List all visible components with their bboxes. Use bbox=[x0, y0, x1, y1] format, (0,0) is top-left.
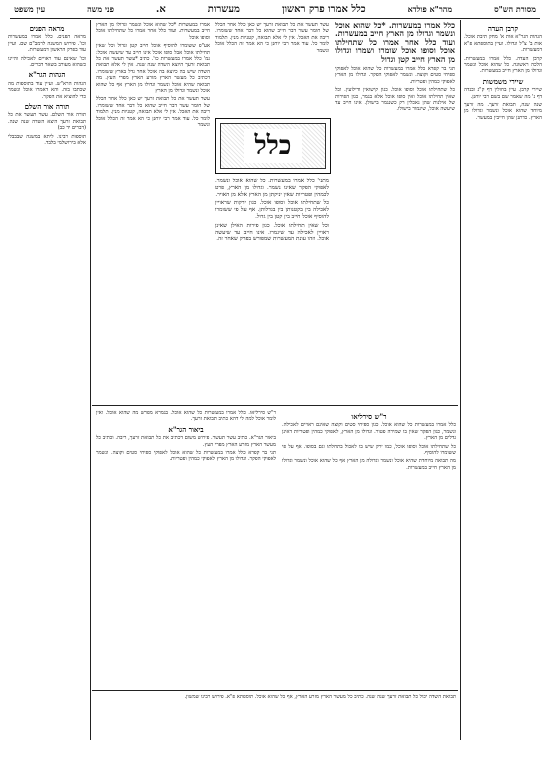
central-text-2: כל שתחילתו אוכל וסופו אוכל. כגון ירקות שראויין לאכילה בין בקטנותן בין בגדלותן. אף על פי ששומרו להוסיף אוכל חייב בין קטן בין גדול. bbox=[215, 200, 329, 220]
opening-word-ornament bbox=[220, 123, 326, 169]
page-header bbox=[14, 2, 536, 16]
main-right-text-3: כל שתחילתו אוכל וסופו אוכל. כגון קישואין ודילועין. וכל שאין תחילתו אוכל ואין סופו אוכל אלא בגמר, כגון הפירות של אילנות שהן נאכלין רק כשנגמר בישולן. אינו חייב עד שיעשה אוכל, שיגמור בישולו. bbox=[335, 87, 455, 113]
outer-right-text-3: שיירי קרבן. עיין בחולין דף ק"ג ובנדה דף נ' מה שאמר שם בשם רבי יוחנן. bbox=[464, 87, 542, 100]
opening-word-frame bbox=[215, 118, 331, 174]
torah-or-heading: תורה אור השלם bbox=[24, 102, 70, 112]
gra-label: מהר"א פולדא bbox=[407, 4, 453, 14]
shiyarei-heading: שיירי משמשות bbox=[482, 76, 524, 86]
tractate-title: מעשרות bbox=[207, 3, 240, 15]
lower-right-text-3: מה תבואה מיוחדת שהיא אוכל ונשמר וגדולה מן הארץ אף כל שהוא אוכל ונשמר וגדולו מן הארץ חייב במעשרות. bbox=[282, 458, 456, 471]
outer-right-text-1: הגהות הגר"א אות א' מחק תיבת אוכל. אות ב' צ"ל וגדולו. ועיין בתוספתא פ"א דמעשרות. bbox=[464, 34, 542, 54]
outer-left-text-3: הגהות הרא"ש. ועיין עוד בתוספות מה שכתבו בזה. והא דאמרו אוכל ונשמר כדי להוציא את הפקר. bbox=[8, 80, 86, 100]
ein-mishpat-label: עין משפט bbox=[14, 4, 46, 14]
central-top-column bbox=[215, 22, 329, 114]
lower-bottom-rule bbox=[92, 690, 458, 691]
bottom-note-text: תבואת השדה יכול כל תבואת זרעך שנה שנה. כתיב כל מעשר הארץ מזרע הארץ, אף כל שהוא אוכל. תוספתא פ"א. פירוש רבינו שמשון. bbox=[184, 694, 456, 700]
lower-left-text-3: תני בר קפרא כלל אמרו במעשרות כל שהוא אוכל לאפוקי ספיחי סטים וקוצה. ונשמר לאפוקי הפקר. וגדולו מן הארץ לאפוקי כמהין ופטריות. bbox=[96, 450, 276, 463]
central-text-3: וכל שאין תחילתו אוכל. כגון פירות האילן שאינן ראויין לאכילה עד שיגמרו. אינו חייב עד שיעשה אוכל. וזהו עונת המעשרות שמפורש בפרק שאחר זה. bbox=[215, 222, 329, 243]
main-right-text-1: כלל אמרו במעשרות. *כל שהוא אוכל ונשמר וגדולו מן הארץ חייב במעשרות. ועוד כלל אחר אמרו כל שתחילתו אוכל וסופו אוכל שומרו ושמרו וגדולו מן הארץ חייב קטן וגדול bbox=[335, 22, 455, 64]
central-top-text: עשר תעשר את כל תבואת זרעך יש כאן כלל אחר הכלל של חומר עשר דבר חייב שהוא כל דבר אחד ששומרו. ריבה את האכל. אין לי אלא תבואה, קטניות מנין. תלמוד לומר כל. עוד אמר רבי יוחנן כי הא אמר זה הכלל אוכל ונשמר bbox=[215, 22, 329, 54]
central-column bbox=[215, 178, 329, 403]
central-text-1: מתני' כלל אמרו במעשרות. כל שהוא אוכל ונשמר. לאפוקי הפקר שאינו נשמר. וגדולו מן הארץ, פרט לכמהין ופטריות שאין יניקתן מן הארץ אלא מן האויר. bbox=[215, 178, 329, 198]
outer-left-text-5: תוספות רבינו. ליתא במשנה שבבבלי אלא בירושלמי בלבד. bbox=[8, 133, 86, 147]
outer-left-column bbox=[8, 22, 86, 742]
lower-left-text-1: ר"ש סירליאו. כלל אמרו במעשרות כל שהוא אוכל. בגמרא מפרש מה שהוא אוכל. ואין לומר אוכל למה לי דהא כתיב תבואת זרעך. bbox=[96, 410, 276, 423]
outer-right-rule bbox=[460, 20, 461, 740]
biur-gra-heading: ביאור הגר"א bbox=[168, 424, 204, 434]
main-left-column bbox=[96, 22, 210, 402]
lower-left-text-2: ביאור הגר"א. כתיב עשר תעשר. פירוש משום דכתיב את כל תבואת זרעך, ריבה. וכתיב כל מעשר הארץ מזרע הארץ מפרי העץ. bbox=[96, 435, 276, 448]
page-number: א. bbox=[155, 3, 166, 15]
lower-right-column bbox=[282, 410, 456, 686]
outer-left-text-4: תורה אור השלם. עשר תעשר את כל תבואת זרעך היצא השדה שנה שנה. (דברים יד כב) bbox=[8, 112, 86, 132]
outer-left-text-2: וכו' שאינם עוד ראויים לאכילה והיינו כשהוא מעורב בשאר דברים. bbox=[8, 55, 86, 69]
mesoret-label: מסורת הש"ס bbox=[494, 4, 536, 14]
main-left-text-1: אמרו במעשרות *כל שהוא אוכל ונשמר וגדולו מן הארץ חייב במעשרות. ועוד כלל אחר אמרו כל שתחילתו אוכל וסופו אוכל bbox=[96, 22, 210, 41]
outer-right-text-2: קרבן העדה. כלל אמרו במעשרות. הלכה ראשונה. כל שהוא אוכל ונשמר וגדולו מן הארץ חייב במעשרות. bbox=[464, 55, 542, 75]
outer-right-text-4: שנה שנה, תבואת זרעך. מה זרעך מיוחד שהוא אוכל ונשמר וגדולו מן הארץ. כדתנן שהן חייבין במעשר. bbox=[464, 102, 542, 121]
bottom-note bbox=[96, 694, 456, 760]
mareh-heading: מראה הפנים bbox=[29, 24, 65, 33]
outer-left-rule bbox=[90, 20, 91, 740]
lower-left-column bbox=[96, 410, 276, 686]
main-left-text-3: עשר תעשר את כל תבואת זרעך יש כאן כלל אחר הכלל של חומר עשר דבר חייב שהוא כל דבר אחד ששומרו. ריבה את האכל. אין לי אלא תבואה, קטניות מנין. תלמוד לומר כל. עוד אמר רבי יוחנן כי הא אמר זה הכלל אוכל ונשמר bbox=[96, 96, 210, 129]
lower-right-text-1: כלל אמרו במעשרות כל שהוא אוכל. כגון ספיחי סטים וקוצה שאינם ראויים לאכילה. ונשמר, כגון הפקר שאין בו שמירה פטור. וגדולו מן הארץ, לאפוקי כמהין ופטריות דאינן גדלים מן הארץ. bbox=[282, 422, 456, 442]
main-right-text-2: תני בר קפרא כלל אמרו במעשרות כל שהוא אוכל לאפוקי ספיחי סטים וקוצה. ונשמר לאפוקי הפקר. וגדולו מן הארץ לאפוקי כמהין ופטריות. bbox=[335, 66, 455, 85]
main-right-column bbox=[335, 22, 455, 402]
hagahot-heading: הגהות הגר"א bbox=[28, 70, 66, 80]
chapter-title: כלל אמרו פרק ראשון bbox=[281, 3, 366, 15]
outer-right-column bbox=[464, 22, 542, 742]
korban-heading: קרבן העדה bbox=[487, 24, 519, 33]
opening-word: כלל bbox=[244, 129, 301, 163]
rash-sirilio-heading: ר"ש סירליאו bbox=[351, 412, 387, 421]
header-rule bbox=[10, 18, 540, 19]
pnei-moshe-label: פני משה bbox=[87, 4, 114, 14]
lower-right-text-2: כל שתחילתו אוכל וסופו אוכל, כמו ירק שיש בו לאכול בתחלתו וגם בסופו. אף על פי ששומרו להוסיף. bbox=[282, 443, 456, 457]
main-left-text-2: אע"פ ששומרו להוסיף אוכל חייב קטן וגדול וכל שאין תחילתו אוכל אבל סופו אוכל אינו חייב עד שיעשה אוכל: גמ' כלל אמרו במעשרות כו'. כתיב *עשר תעשר את כל תבואת זרעך היוצא השדה שנה שנה. אין לי אלא תבואת השדה שיש בה כיוצא בה אוכל אחר גדל בארץ ששומרו. דכתיב כל מעשר הארץ מזרע הארץ מפרי העץ. מה תבואה שהיא אוכל ונשמר וגדולו מן הארץ אף כל שהוא אוכל ונשמר וגדולו מן הארץ bbox=[96, 43, 210, 95]
outer-left-text-1: מראה הפנים. כלל אמרו במעשרות וכו'. פירוש המשנה לרמב"ם שם. ועיין עוד בפרק הראשון דמעשרות. bbox=[8, 34, 86, 54]
main-bottom-rule bbox=[92, 405, 458, 406]
